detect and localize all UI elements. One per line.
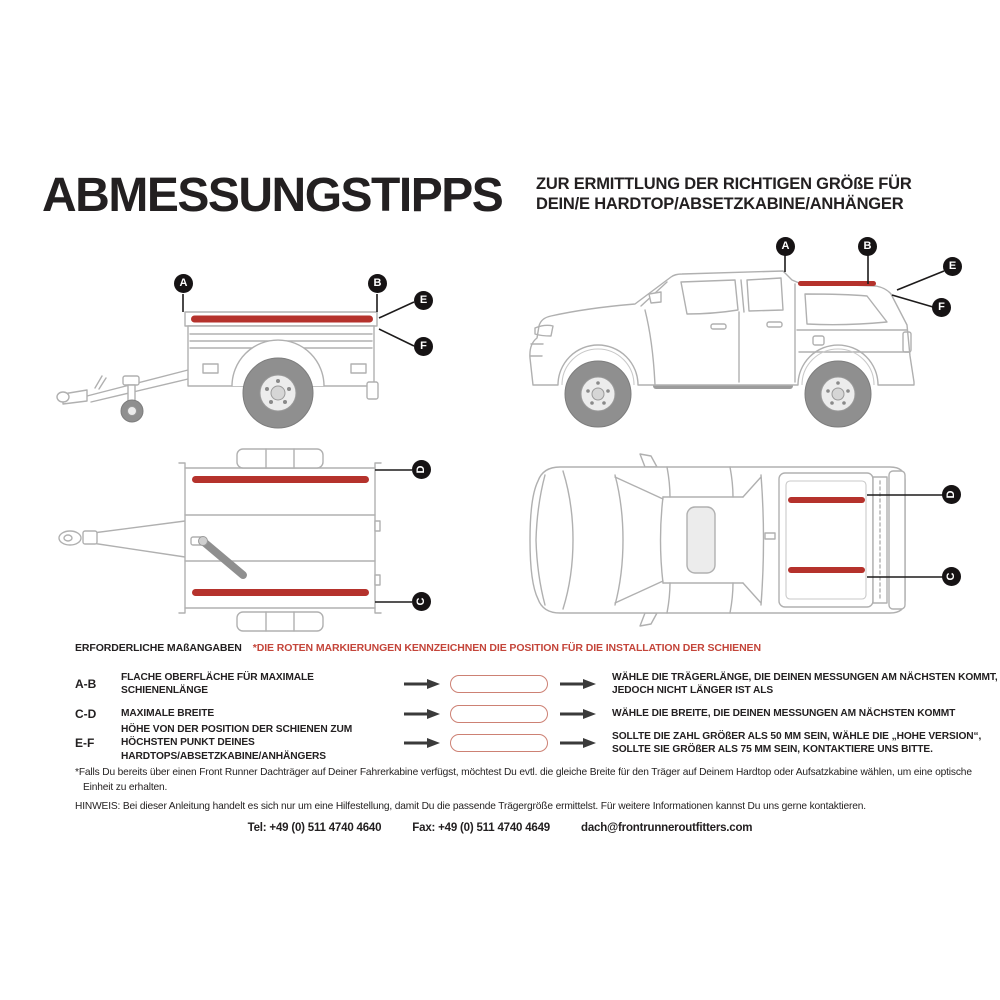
callout-a-truck: A bbox=[776, 237, 795, 256]
range-desc-ab: FLACHE OBERFLÄCHE FÜR MAXIMALE SCHIENENLÄNGE bbox=[121, 671, 314, 696]
legend-red-note: *DIE ROTEN MARKIERUNGEN KENNZEICHNEN DIE POSITION FÜR DIE INSTALLATION DER SCHIENEN bbox=[252, 642, 761, 654]
asterisk-footnote: *Falls Du bereits über einen Front Runner Dachträger auf Deiner Fahrerkabine verfügst, möchtest Du evtl. die gleiche Breite für den Träger auf Deinem Hardtop oder Aufsatzkabine wählen, um eine optische Einheit zu erhalten. bbox=[75, 767, 972, 793]
range-result-ab: WÄHLE DIE TRÄGERLÄNGE, DIE DEINEN MESSUNGEN AM NÄCHSTEN KOMMT, JEDOCH NICHT LÄNGER IST ALS bbox=[612, 671, 998, 696]
truck-side-view-drawing bbox=[515, 232, 965, 437]
contact-tel: Tel: +49 (0) 511 4740 4640 bbox=[247, 822, 382, 834]
callout-b-trailer: B bbox=[368, 274, 387, 293]
legend-heading-row bbox=[75, 642, 761, 654]
measurement-input-box-ab bbox=[450, 675, 548, 693]
range-label-cd: C-D bbox=[75, 707, 97, 721]
subtitle-line-2: DEIN/E HARDTOP/ABSETZKABINE/ANHÄNGER bbox=[536, 194, 904, 213]
trailer-side-view-drawing bbox=[55, 260, 465, 455]
measure-row-ab bbox=[75, 668, 1000, 700]
measure-row-ef bbox=[75, 723, 1000, 762]
truck-side-svg bbox=[515, 232, 965, 432]
range-result-cd: WÄHLE DIE BREITE, DIE DEINEN MESSUNGEN AM NÄCHSTEN KOMMT bbox=[612, 708, 956, 720]
callout-c-trailer-top: C bbox=[412, 592, 431, 611]
arrow-right-icon bbox=[404, 708, 440, 720]
callout-f-truck: F bbox=[932, 298, 951, 317]
arrow-right-icon bbox=[560, 737, 596, 749]
range-label-ef: E-F bbox=[75, 736, 95, 750]
callout-e-trailer: E bbox=[414, 291, 433, 310]
trailer-side-svg bbox=[55, 260, 465, 450]
arrow-right-icon bbox=[560, 678, 596, 690]
page-subtitle bbox=[536, 175, 912, 214]
arrow-right-icon bbox=[404, 678, 440, 690]
range-label-ab: A-B bbox=[75, 677, 97, 691]
callout-b-truck: B bbox=[858, 237, 877, 256]
callout-e-truck: E bbox=[943, 257, 962, 276]
measurement-input-box-ef bbox=[450, 734, 548, 752]
contact-line bbox=[0, 822, 1000, 834]
truck-top-svg bbox=[515, 445, 965, 635]
truck-top-view-drawing bbox=[515, 445, 965, 640]
measure-row-cd bbox=[75, 704, 1000, 724]
subtitle-line-1: ZUR ERMITTLUNG DER RICHTIGEN GRÖßE FÜR bbox=[536, 175, 912, 193]
range-result-ef: SOLLTE DIE ZAHL GRÖßER ALS 50 MM SEIN, WÄHLE DIE „HOHE VERSION“, SOLLTE SIE GRÖßER ALS 75 MM SEIN, KONTAKTIERE UNS BITTE. bbox=[612, 730, 982, 755]
range-desc-ef: HÖHE VON DER POSITION DER SCHIENEN ZUM HÖCHSTEN PUNKT DEINES HARDTOPS/ABSETZKABINE/ANHÄNGERS bbox=[121, 723, 353, 762]
legend-heading: ERFORDERLICHE MAßANGABEN bbox=[75, 642, 242, 654]
hinweis-note: HINWEIS: Bei dieser Anleitung handelt es sich nur um eine Hilfestellung, damit Du die passende Trägergröße ermittelst. Für weitere Informationen kannst Du uns gerne kontaktieren. bbox=[75, 801, 866, 812]
callout-f-trailer: F bbox=[414, 337, 433, 356]
callout-a-trailer: A bbox=[174, 274, 193, 293]
arrow-right-icon bbox=[560, 708, 596, 720]
callout-d-truck-top: D bbox=[942, 485, 961, 504]
page-title: ABMESSUNGSTIPPS bbox=[42, 169, 503, 222]
arrow-right-icon bbox=[404, 737, 440, 749]
callout-d-trailer-top: D bbox=[412, 460, 431, 479]
measurement-input-box-cd bbox=[450, 705, 548, 723]
trailer-top-svg bbox=[55, 445, 465, 635]
contact-fax: Fax: +49 (0) 511 4740 4649 bbox=[412, 822, 550, 834]
trailer-top-view-drawing bbox=[55, 445, 465, 640]
range-desc-cd: MAXIMALE BREITE bbox=[121, 708, 215, 720]
callout-c-truck-top: C bbox=[942, 567, 961, 586]
contact-email: dach@frontrunneroutfitters.com bbox=[581, 822, 753, 834]
